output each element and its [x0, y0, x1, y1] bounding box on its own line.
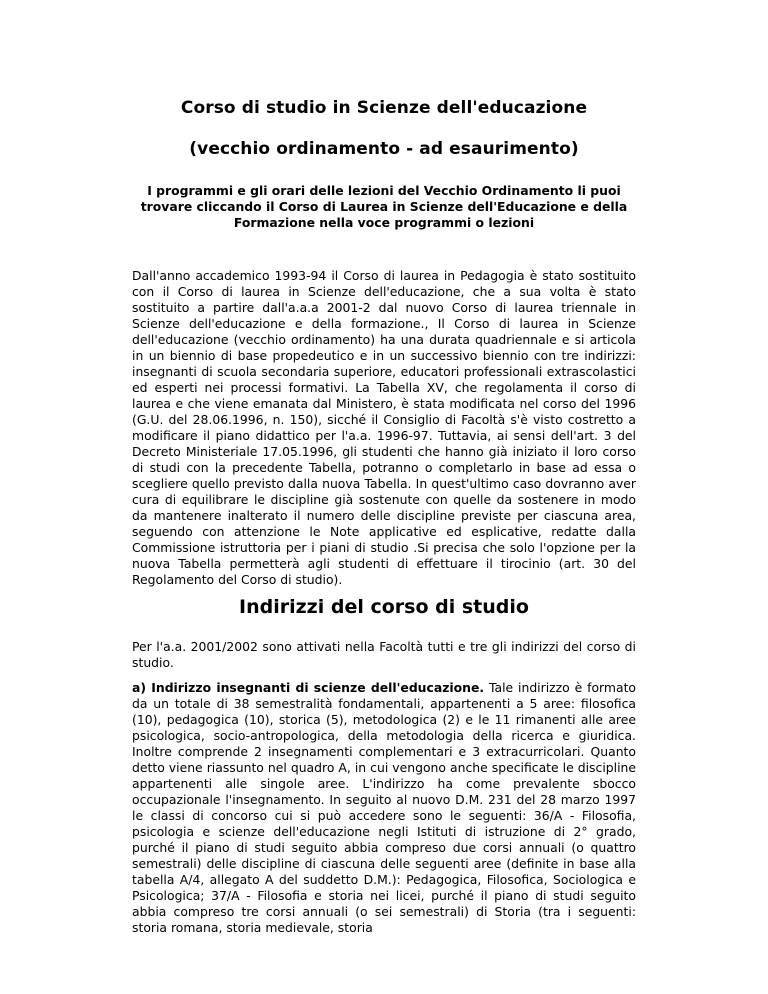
intro-paragraph: Dall'anno accademico 1993-94 il Corso di laurea in Pedagogia è stato sostituito con il Corso di laurea in Scienze dell'educazione, che a sua volta è stato sostituito a partire dall'a.a.a 2001-2 dal nuovo Corso di laurea triennale in Scienze dell'educazione e della formazione., Il Corso di laurea in Scienze dell'educazione (vecchio ordinamento) ha una durata quadriennale e si articola in un biennio di base propedeutico e in un successivo biennio con tre indirizzi: insegnanti di scuola secondaria superiore, educatori professionali extrascolastici ed esperti nei processi formativi. La Tabella XV, che regolamenta il corso di laurea e che viene emanata dal Ministero, è stata modificata nel corso del 1996 (G.U. del 28.06.1996, n. 150), sicché il Consiglio di Facoltà s'è visto costretto a modificare il piano didattico per l'a.a. 1996-97. Tuttavia, ai sensi dell'art. 3 del Decreto Ministeriale 17.05.1996, gli studenti che hanno già iniziato il loro corso di studi con la precedente Tabella, potranno o completarlo in base ad essa o scegliere quello previsto dalla nuova Tabella. In quest'ultimo caso dovranno aver cura di equilibrare le discipline già sostenute con quelle da sostenere in modo da mantenere inalterato il numero delle discipline previste per ciascuna area, seguendo con attenzione le Note applicative ed esplicative, redatte dalla Commissione istruttoria per i piani di studio .Si precisa che solo l'opzione per la nuova Tabella permetterà agli studenti di effettuare il tirocinio (art. 30 del Regolamento del Corso di studio).	[132, 268, 636, 587]
notice-text: I programmi e gli orari delle lezioni del Vecchio Ordinamento li puoi trovare cliccando il Corso di Laurea in Scienze dell'Educazione e della Formazione nella voce programmi o lezioni	[140, 183, 628, 230]
track-a-text: Tale indirizzo è formato da un totale di 38 semestralità fondamentali, appartenenti a 5 aree: filosofica (10), pedagogica (10), storica (5), metodologica (2) e le 11 rimanenti alle aree psicologica, socio-antropologica, della metodologia della ricerca e giuridica. Inoltre comprende 2 insegnamenti complementari e 3 extracurricolari. Quanto detto viene riassunto nel quadro A, in cui vengono anche specificate le discipline appartenenti alle singole aree. L'indirizzo ha come prevalente sbocco occupazionale l'insegnamento. In seguito al nuovo D.M. 231 del 28 marzo 1997 le classi di concorso cui si può accedere sono le seguenti: 36/A - Filosofia, psicologia e scienze dell'educazione negli Istituti di istruzione di 2° grado, purché il piano di studi seguito abbia compreso due corsi annuali (o quattro semestrali) delle discipline di ciascuna delle seguenti aree (definite in base alla tabella A/4, allegato A del suddetto D.M.): Pedagogica, Filosofica, Sociologica e Psicologica; 37/A - Filosofia e storia nei licei, purché il piano di studi seguito abbia compreso tre corsi annuali (o sei semestrali) di Storia (tra i seguenti: storia romana, storia medievale, storia	[132, 680, 637, 935]
section-heading: Indirizzi del corso di studio	[239, 596, 529, 618]
page-title: Corso di studio in Scienze dell'educazione	[180, 98, 588, 118]
track-a-heading: a) Indirizzo insegnanti di scienze dell'educazione.	[132, 680, 485, 695]
section-intro: Per l'a.a. 2001/2002 sono attivati nella Facoltà tutti e tre gli indirizzi del corso di studio.	[132, 639, 636, 670]
track-a-paragraph	[132, 680, 636, 936]
page-subtitle: (vecchio ordinamento - ad esaurimento)	[189, 139, 579, 159]
